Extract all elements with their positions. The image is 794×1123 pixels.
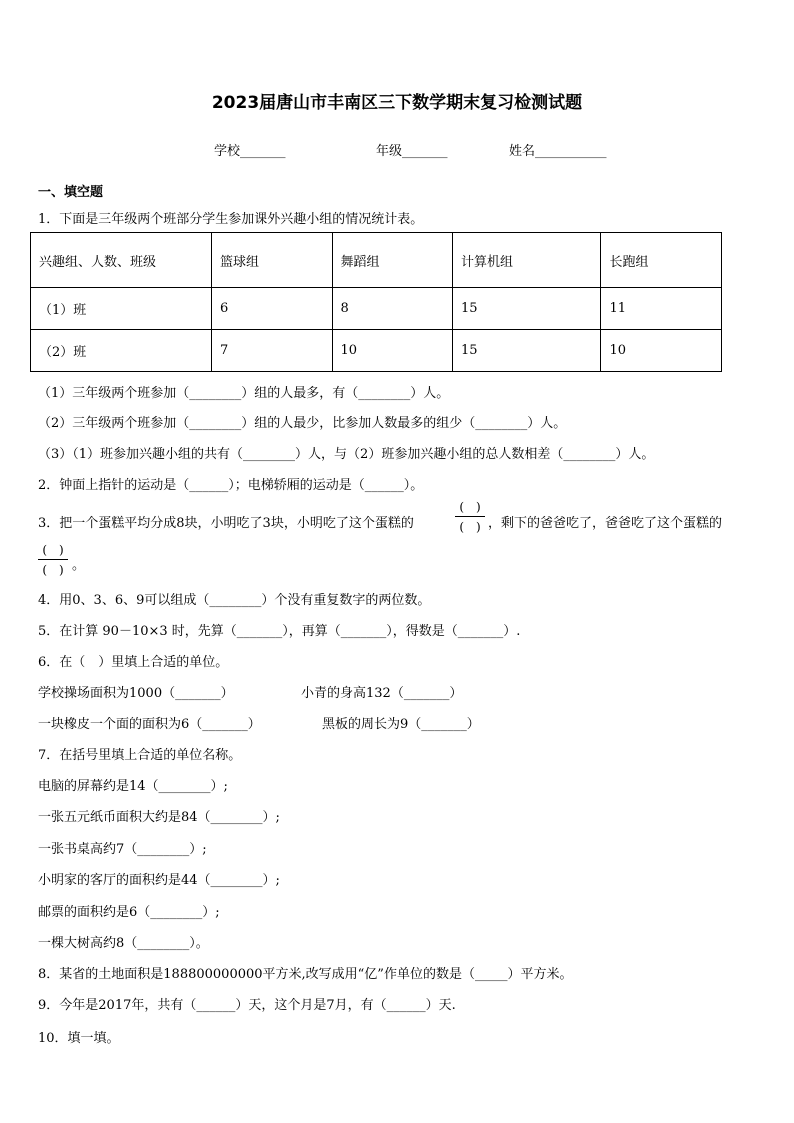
table-cell: （1）班 [31, 288, 212, 330]
table-header-cell: 长跑组 [601, 233, 722, 288]
table-header-row [31, 233, 722, 288]
question-2: 2．钟面上指针的运动是（______）；电梯轿厢的运动是（______）。 [38, 478, 424, 493]
page-title: 2023届唐山市丰南区三下数学期末复习检测试题 [211, 93, 583, 113]
table-cell: 15 [453, 288, 601, 330]
grade-field: 年级_______ [376, 144, 448, 159]
table-header-cell: 篮球组 [212, 233, 333, 288]
table-cell: 11 [601, 288, 722, 330]
table-cell: 15 [453, 330, 601, 372]
question-6-item: 学校操场面积为1000（_______） [38, 686, 234, 701]
question-1-sub-3: （3）（1）班参加兴趣小组的共有（________）人，与（2）班参加兴趣小组的总人数相差（________）人。 [38, 447, 655, 462]
question-10: 10．填一填。 [38, 1031, 120, 1046]
question-7-item: 一棵大树高约8（________）。 [38, 936, 209, 951]
fraction-blank [38, 541, 68, 578]
question-7-item: 电脑的屏幕约是14（________）; [38, 779, 228, 794]
question-3-part-2: ，剩下的爸爸吃了，爸爸吃了这个蛋糕的 [488, 516, 723, 531]
question-3-part-1: 3．把一个蛋糕平均分成8块，小明吃了3块，小明吃了这个蛋糕的 [38, 516, 414, 531]
question-6-stem: 6．在（ ）里填上合适的单位。 [38, 655, 229, 670]
section-heading: 一、填空题 [38, 185, 104, 200]
fraction-blank [455, 498, 485, 535]
table-row [31, 330, 722, 372]
table-header-cell: 兴趣组、人数、班级 [31, 233, 212, 288]
question-6-item: 小青的身高132（_______） [301, 686, 463, 701]
name-field: 姓名___________ [509, 144, 607, 159]
question-7-item: 邮票的面积约是6（________）; [38, 905, 220, 920]
question-6-item: 黑板的周长为9（_______） [322, 717, 480, 732]
question-7-item: 一张书桌高约7（________）; [38, 842, 207, 857]
fraction-numerator: ( ) [38, 541, 68, 560]
question-9: 9．今年是2017年，共有（______）天，这个月是7月，有（______）天. [38, 998, 456, 1013]
stats-table [30, 232, 722, 372]
question-7-stem: 7．在括号里填上合适的单位名称。 [38, 748, 242, 763]
table-cell: 10 [601, 330, 722, 372]
fraction-denominator: ( ) [42, 563, 64, 577]
table-cell: 6 [212, 288, 333, 330]
question-1-sub-1: （1）三年级两个班参加（________）组的人最多，有（________）人。 [38, 386, 450, 401]
question-7-item: 小明家的客厅的面积约是44（________）; [38, 873, 280, 888]
question-7-item: 一张五元纸币面积大约是84（________）; [38, 810, 280, 825]
school-field: 学校_______ [214, 144, 286, 159]
fraction-numerator: ( ) [455, 498, 485, 517]
table-row [31, 288, 722, 330]
question-1-stem: 1．下面是三年级两个班部分学生参加课外兴趣小组的情况统计表。 [38, 212, 424, 227]
question-1-sub-2: （2）三年级两个班参加（________）组的人最少，比参加人数最多的组少（________）人。 [38, 416, 567, 431]
fraction-denominator: ( ) [459, 520, 481, 534]
question-6-item: 一块橡皮一个面的面积为6（_______） [38, 717, 261, 732]
question-8: 8．某省的土地面积是188800000000平方米,改写成用“亿”作单位的数是（_____）平方米。 [38, 967, 573, 982]
table-cell: 8 [332, 288, 453, 330]
question-4: 4．用0、3、6、9可以组成（________）个没有重复数字的两位数。 [38, 593, 431, 608]
question-5: 5．在计算 90－10×3 时，先算（_______），再算（_______），得数是（_______）. [38, 624, 521, 639]
table-cell: 7 [212, 330, 333, 372]
question-3-end: 。 [72, 558, 86, 573]
table-header-cell: 计算机组 [453, 233, 601, 288]
table-cell: （2）班 [31, 330, 212, 372]
table-header-cell: 舞蹈组 [332, 233, 453, 288]
table-cell: 10 [332, 330, 453, 372]
